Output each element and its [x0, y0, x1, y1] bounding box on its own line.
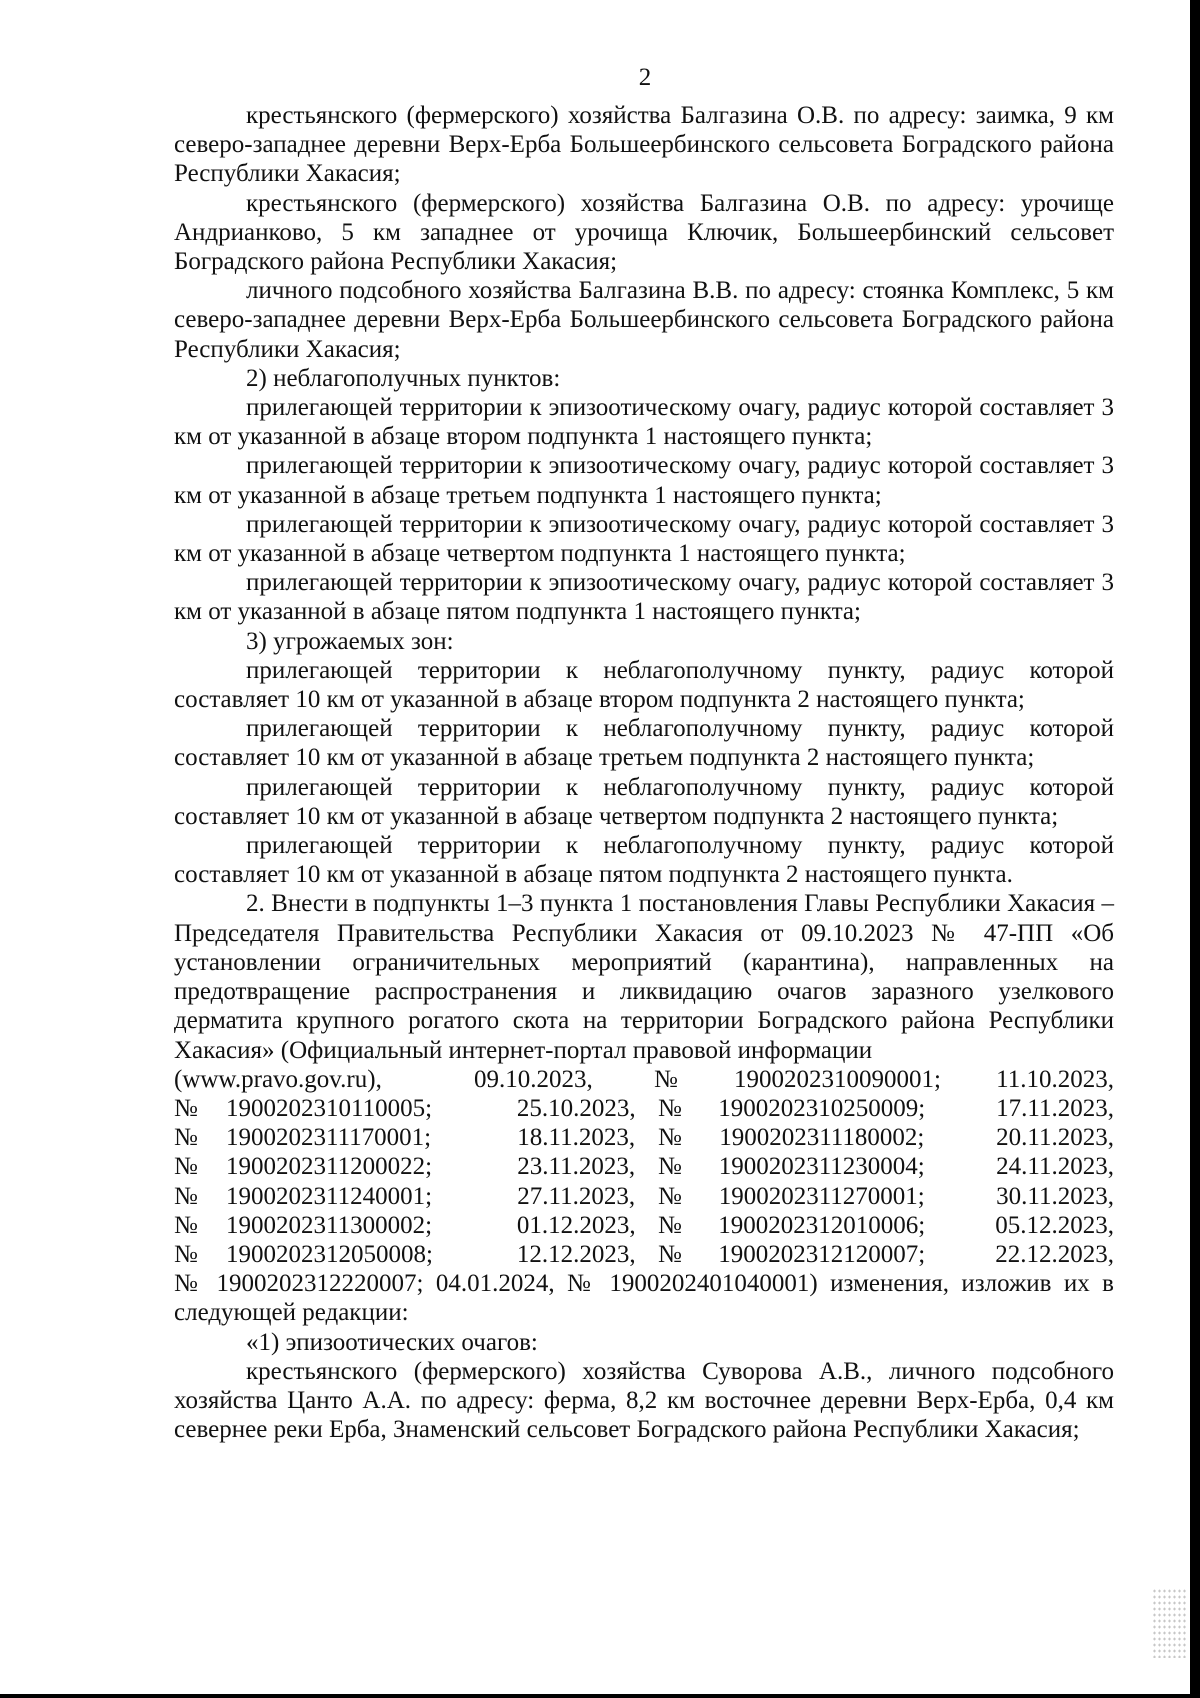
references-table [174, 1094, 1114, 1269]
reference-cell: № [174, 1094, 198, 1122]
reference-cell: 09.10.2023, [474, 1065, 593, 1093]
reference-cell: 1900202310110005; [226, 1094, 433, 1122]
references-first-row [174, 1065, 1114, 1094]
reference-cell: № [658, 1094, 682, 1122]
paragraph: прилегающей территории к эпизоотическому очагу, радиус которой составляет 3 км от указанной в абзаце пятом подпункта 1 настоящего пункта; [174, 569, 1114, 626]
reference-cell: № [174, 1124, 198, 1152]
paragraph: личного подсобного хозяйства Балгазина В.В. по адресу: стоянка Комплекс, 5 км северо-западнее деревни Верх-Ерба Большеербинского сельсовета Боградского района Республики Хакасия; [174, 277, 1114, 363]
reference-cell: 24.11.2023, [996, 1153, 1114, 1181]
paragraph: прилегающей территории к неблагополучному пункту, радиус которой составляет 10 км от указанной в абзаце четвертом подпункта 2 настоящего пункта; [174, 773, 1114, 830]
paragraph: прилегающей территории к неблагополучному пункту, радиус которой составляет 10 км от указанной в абзаце третьем подпункта 2 настоящего пункта; [174, 715, 1114, 772]
reference-cell: 11.10.2023, [996, 1065, 1114, 1093]
reference-cell: № [654, 1065, 678, 1093]
scan-noise [1152, 1588, 1186, 1658]
reference-cell: 05.12.2023, [995, 1211, 1114, 1239]
page-number: 2 [638, 64, 652, 91]
subpoint-heading: «1) эпизоотических очагов: [246, 1328, 538, 1356]
table-row [174, 1240, 1114, 1269]
reference-cell: 1900202311240001; [226, 1182, 433, 1210]
paragraph: прилегающей территории к неблагополучному пункту, радиус которой составляет 10 км от указанной в абзаце втором подпункта 2 настоящего пункта; [174, 656, 1114, 714]
reference-cell: 1900202311230004; [718, 1153, 925, 1181]
reference-cell: 18.11.2023, [517, 1124, 636, 1152]
reference-cell: 1900202312120007; [718, 1240, 926, 1268]
subpoint-heading: 2) неблагополучных пунктов: [246, 364, 561, 392]
reference-cell: 1900202311170001; [226, 1124, 432, 1152]
reference-cell: 20.11.2023, [996, 1124, 1114, 1152]
reference-cell: 1900202311270001; [718, 1182, 925, 1210]
references-closing-line: № 1900202312220007; 04.01.2024, № 1900202401040001) изменения, изложив их в следующей редакции: [174, 1270, 1114, 1327]
paragraph: прилегающей территории к эпизоотическому очагу, радиус которой составляет 3 км от указанной в абзаце втором подпункта 1 настоящего пункта; [174, 394, 1114, 451]
reference-cell: 1900202311180002; [719, 1124, 925, 1152]
reference-cell: 23.11.2023, [517, 1153, 636, 1181]
reference-cell: 27.11.2023, [517, 1182, 636, 1210]
table-row [174, 1065, 1114, 1094]
reference-cell: № [174, 1182, 198, 1210]
amendment-paragraph: 2. Внести в подпункты 1–3 пункта 1 постановления Главы Республики Хакасия – Председателя Правительства Республики Хакасия от 09.10.2023 № 47-ПП «Об установлении ограничительных мероприятий (карантина), направленных на предотвращение распространения и ликвидацию очагов заразного узелкового дерматита крупного рогатого скота на территории Боградского района Республики Хакасия» (Официальный интернет-портал правовой информации [174, 890, 1114, 1064]
scan-edge-right [1190, 0, 1200, 1698]
document-body [174, 101, 1114, 1444]
reference-cell: 17.11.2023, [996, 1094, 1114, 1122]
paragraph: прилегающей территории к эпизоотическому очагу, радиус которой составляет 3 км от указанной в абзаце третьем подпункта 1 настоящего пункта; [174, 452, 1114, 509]
reference-cell: 30.11.2023, [996, 1182, 1114, 1210]
reference-cell: № [658, 1240, 682, 1268]
paragraph: прилегающей территории к эпизоотическому очагу, радиус которой составляет 3 км от указанной в абзаце четвертом подпункта 1 настоящего пункта; [174, 510, 1114, 568]
reference-cell: 1900202310090001; [734, 1065, 941, 1093]
reference-cell: 1900202311300002; [226, 1211, 433, 1239]
reference-cell: 22.12.2023, [995, 1240, 1114, 1268]
reference-cell: № [658, 1182, 682, 1210]
reference-cell: 1900202311200022; [226, 1153, 433, 1181]
table-row [174, 1152, 1114, 1181]
table-row [174, 1211, 1114, 1240]
paragraph: прилегающей территории к неблагополучному пункту, радиус которой составляет 10 км от указанной в абзаце пятом подпункта 2 настоящего пункта. [174, 832, 1114, 889]
reference-cell: 1900202312050008; [226, 1240, 433, 1268]
reference-cell: 1900202310250009; [718, 1094, 926, 1122]
reference-cell: № [658, 1153, 682, 1181]
reference-cell: 01.12.2023, [516, 1211, 636, 1239]
reference-cell: 1900202312010006; [718, 1211, 926, 1239]
subpoint-heading: 3) угрожаемых зон: [246, 627, 454, 655]
reference-cell: № [174, 1211, 198, 1239]
reference-cell: № [658, 1211, 682, 1239]
table-row [174, 1182, 1114, 1211]
reference-cell: (www.pravo.gov.ru), [174, 1065, 382, 1093]
paragraph: крестьянского (фермерского) хозяйства Суворова А.В., личного подсобного хозяйства Цанто А.А. по адресу: ферма, 8,2 км восточнее деревни Верх-Ерба, 0,4 км севернее реки Ерба, Знаменский сельсовет Боградского района Республики Хакасия; [174, 1357, 1114, 1444]
table-row [174, 1094, 1114, 1123]
reference-cell: № [174, 1240, 198, 1268]
reference-cell: № [174, 1153, 198, 1181]
paragraph: крестьянского (фермерского) хозяйства Балгазина О.В. по адресу: урочище Андрианково, 5 км западнее от урочища Ключик, Большеербинский сельсовет Боградского района Республики Хакасия; [174, 189, 1114, 276]
scan-edge-bottom [0, 1694, 1200, 1698]
reference-cell: 25.10.2023, [516, 1094, 636, 1122]
paragraph: крестьянского (фермерского) хозяйства Балгазина О.В. по адресу: заимка, 9 км северо-западнее деревни Верх-Ерба Большеербинского сельсовета Боградского района Республики Хакасия; [174, 102, 1114, 188]
reference-cell: 12.12.2023, [516, 1240, 636, 1268]
reference-cell: № [658, 1124, 682, 1152]
table-row [174, 1123, 1114, 1152]
